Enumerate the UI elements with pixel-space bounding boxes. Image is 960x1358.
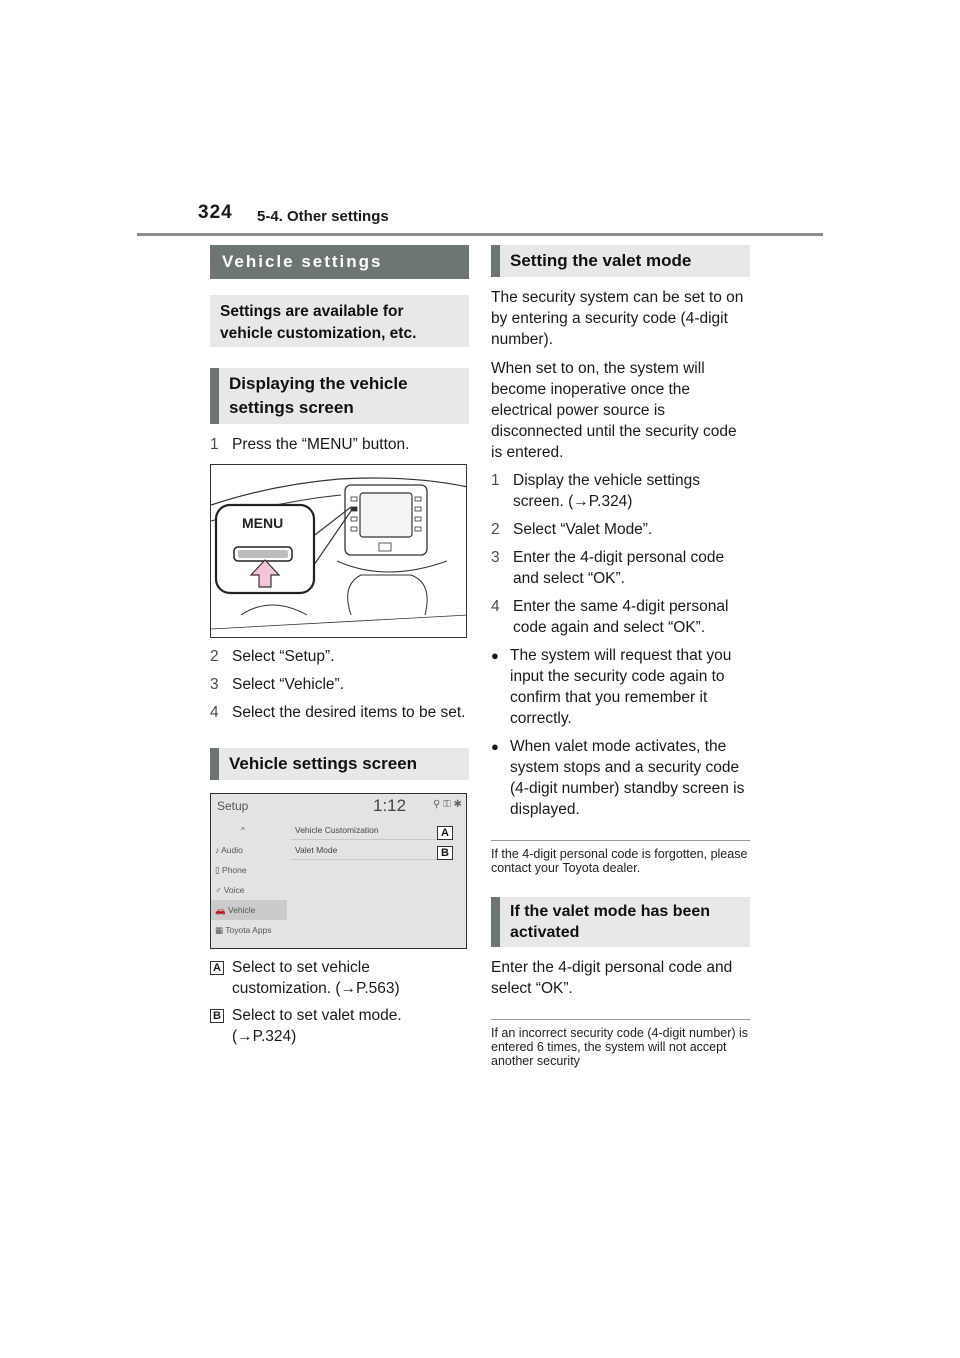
page-number: 324 [198, 202, 233, 223]
status-icons: ⚲ ⚿ ✱ [433, 799, 462, 810]
callout-b: B [437, 846, 453, 860]
row-vehicle-customization: Vehicle Customization [291, 820, 451, 840]
callout-a: A [437, 826, 453, 840]
header-divider [137, 233, 823, 236]
valet-step-1: 1 Display the vehicle settings screen. (→P.324) [491, 472, 700, 510]
right-column [491, 245, 750, 1068]
bullet-1: ● The system will request that you input the security code again to confirm that you remember it correctly. [491, 647, 732, 727]
screen-title: Setup [217, 799, 249, 813]
sidebar-item-phone: ▯ Phone [215, 865, 247, 875]
subheading-displaying: Displaying the vehicle settings screen [210, 368, 469, 424]
sidebar-scroll-up: ^ [241, 825, 245, 835]
section-intro: Settings are available for vehicle customization, etc. [210, 295, 469, 347]
valet-step-3: 3 Enter the 4-digit personal code and select “OK”. [491, 549, 725, 587]
menu-label: MENU [242, 515, 284, 531]
note-forgotten-code: If the 4-digit personal code is forgotten, please contact your Toyota dealer. [491, 840, 750, 875]
subheading-activated: If the valet mode has been activated [491, 897, 750, 947]
subheading-valet: Setting the valet mode [491, 245, 750, 277]
valet-step-4: 4 Enter the same 4-digit personal code again and select “OK”. [491, 598, 729, 636]
item-b: B Select to set valet mode. (→P.324) [210, 1005, 469, 1047]
screen-list [291, 820, 451, 860]
sidebar-item-toyota-apps: ▦ Toyota Apps [215, 925, 272, 935]
row-valet-mode: Valet Mode [291, 840, 451, 860]
section-title: 5-4. Other settings [257, 208, 389, 225]
left-column [210, 245, 469, 1047]
step-2: 2 Select “Setup”. [210, 648, 335, 665]
subheading-screen: Vehicle settings screen [210, 748, 469, 780]
paragraph-3: Enter the 4-digit personal code and select “OK”. [491, 959, 733, 997]
sidebar-item-audio: ♪ Audio [215, 845, 243, 855]
screen-clock: 1:12 [373, 796, 407, 815]
bullet-icon: ● [491, 739, 499, 754]
menu-button-illustration [210, 464, 467, 638]
item-a: A Select to set vehicle customization. (→P.563) [210, 957, 469, 999]
step-1: 1 Press the “MENU” button. [210, 436, 410, 453]
sidebar-item-voice: ♂ Voice [215, 885, 245, 895]
step-4: 4 Select the desired items to be set. [210, 704, 466, 721]
bullet-icon: ● [491, 648, 499, 663]
note-incorrect-code: If an incorrect security code (4-digit number) is entered 6 times, the system will not accept another security [491, 1019, 750, 1068]
setup-screen-illustration [210, 793, 467, 949]
bullet-2: ● When valet mode activates, the system stops and a security code (4-digit number) standby screen is displayed. [491, 738, 745, 818]
section-heading: Vehicle settings [210, 245, 469, 279]
valet-step-2: 2 Select “Valet Mode”. [491, 521, 653, 538]
paragraph-1: The security system can be set to on by entering a security code (4-digit number). [491, 289, 744, 348]
screen-sidebar [211, 820, 287, 949]
sidebar-item-vehicle: 🚗 Vehicle [211, 900, 287, 920]
step-3: 3 Select “Vehicle”. [210, 676, 344, 693]
paragraph-2: When set to on, the system will become inoperative once the electrical power source is disconnected until the security code is entered. [491, 360, 737, 461]
